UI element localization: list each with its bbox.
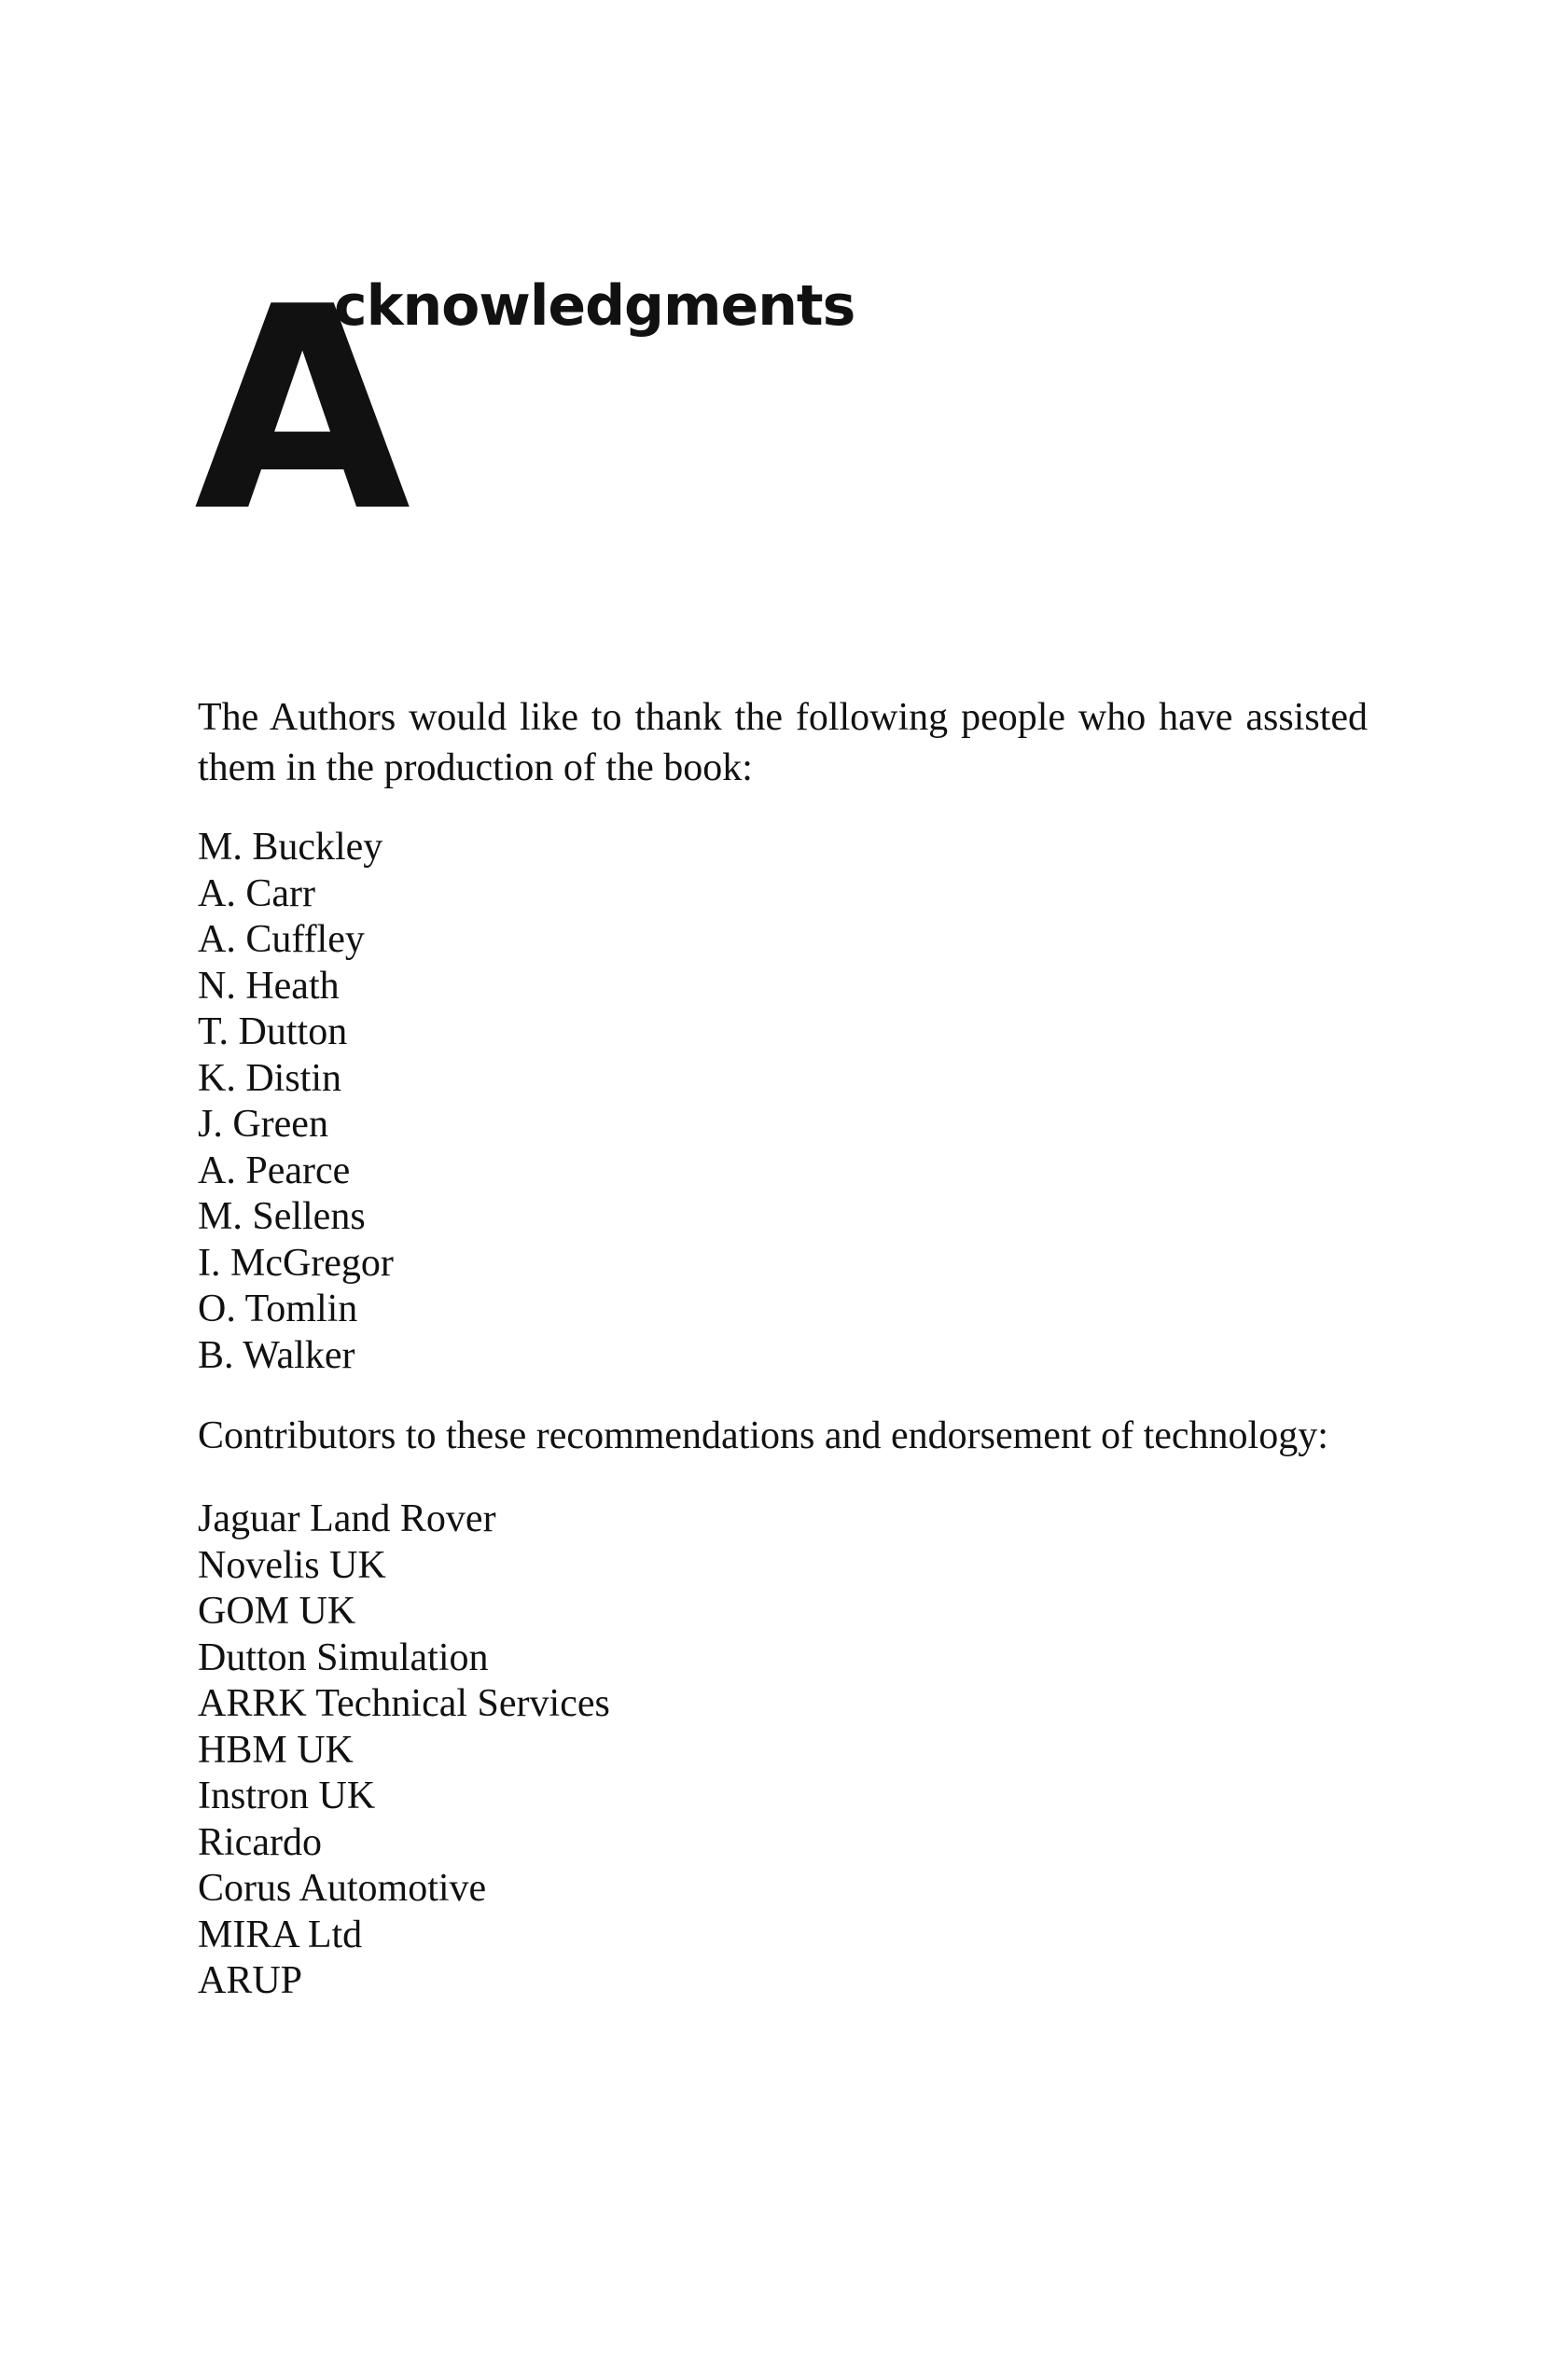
person-name: N. Heath: [198, 964, 340, 1008]
contributor-name: Jaguar Land Rover: [198, 1497, 496, 1540]
contributor-name: Novelis UK: [198, 1543, 386, 1587]
person-name: I. McGregor: [198, 1241, 394, 1285]
page-title: [194, 247, 1034, 573]
people-list: [198, 825, 1368, 1379]
person-name: O. Tomlin: [198, 1287, 358, 1330]
person-name: M. Sellens: [198, 1195, 366, 1238]
person-name: A. Carr: [198, 871, 315, 915]
title-drop-cap: A: [194, 247, 406, 573]
thanks-paragraph: The Authors would like to thank the following people who have assisted them in the production of the book:: [198, 696, 1368, 789]
contributors-paragraph: Contributors to these recommendations and endorsement of technology:: [198, 1414, 1328, 1457]
person-name: A. Pearce: [198, 1148, 351, 1192]
person-name: M. Buckley: [198, 826, 383, 869]
contributor-name: ARRK Technical Services: [198, 1682, 610, 1725]
contributors-list: [198, 1496, 1368, 2005]
contributor-name: GOM UK: [198, 1590, 356, 1633]
contributor-name: HBM UK: [198, 1728, 354, 1772]
contributor-name: Instron UK: [198, 1775, 376, 1817]
person-name: K. Distin: [198, 1056, 342, 1100]
contributor-name: MIRA Ltd: [198, 1913, 363, 1956]
contributor-name: Dutton Simulation: [198, 1635, 489, 1679]
person-name: A. Cuffley: [198, 918, 365, 961]
contributor-name: ARUP: [198, 1959, 303, 2002]
person-name: B. Walker: [198, 1333, 355, 1377]
page-body: [198, 692, 1368, 2005]
person-name: T. Dutton: [198, 1010, 348, 1053]
contributor-name: Ricardo: [198, 1820, 322, 1864]
person-name: J. Green: [198, 1103, 328, 1146]
title-text: cknowledgments: [334, 273, 855, 339]
contributor-name: Corus Automotive: [198, 1867, 487, 1910]
